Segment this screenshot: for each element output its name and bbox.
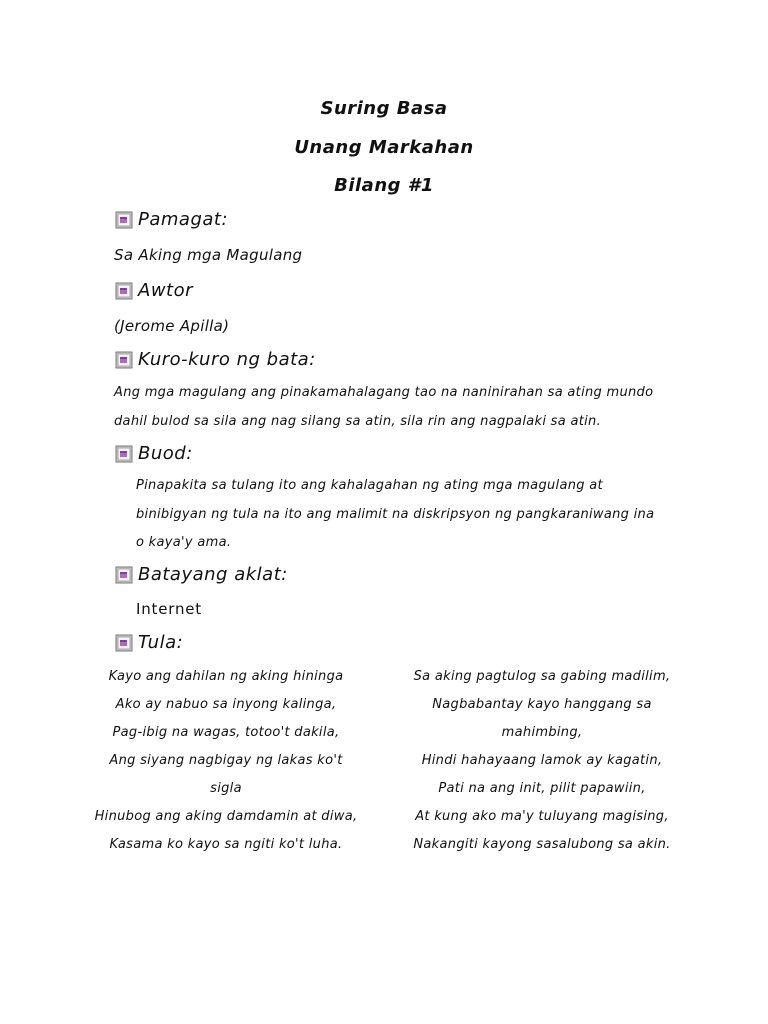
poem-line-right: Pati na ang init, pilit papawiin, — [438, 781, 646, 796]
heading-pamagat — [114, 209, 228, 230]
heading-label: Pamagat: — [138, 209, 229, 230]
heading-label: Batayang aklat: — [138, 564, 288, 585]
kuro-kuro-line: dahil bulod sa sila ang nag silang sa atin, sila rin ang nagpalaki sa atin. — [114, 414, 601, 429]
heading-awtor — [114, 280, 193, 301]
document-bullet-icon — [114, 350, 134, 370]
poem-line-left: Pag-ibig na wagas, totoo't dakila, — [112, 725, 340, 740]
heading-label: Awtor — [138, 280, 194, 301]
heading-buod — [114, 443, 193, 464]
doc-subtitle-quarter: Unang Markahan — [294, 137, 474, 158]
doc-title: Suring Basa — [320, 98, 448, 119]
document-bullet-icon — [114, 281, 134, 301]
poem-line-right: Hindi hahayaang lamok ay kagatin, — [421, 753, 663, 768]
poem-line-left: sigla — [210, 781, 242, 796]
kuro-kuro-line: Ang mga magulang ang pinakamahalagang tao na naninirahan sa ating mundo — [114, 385, 654, 400]
buod-line: binibigyan ng tula na ito ang malimit na diskripsyon ng pangkaraniwang ina — [136, 507, 655, 522]
heading-label: Tula: — [138, 632, 184, 653]
doc-subtitle-number: Bilang #1 — [334, 175, 434, 196]
poem-line-left: Hinubog ang aking damdamin at diwa, — [94, 809, 358, 824]
document-bullet-icon — [114, 565, 134, 585]
batayang-value: Internet — [136, 600, 202, 618]
poem-line-right: Nagbabantay kayo hanggang sa — [432, 697, 652, 712]
heading-kuro-kuro — [114, 349, 316, 370]
heading-label: Kuro-kuro ng bata: — [138, 349, 316, 370]
poem-line-left: Ang siyang nagbigay ng lakas ko't — [109, 753, 343, 768]
pamagat-value: Sa Aking mga Magulang — [114, 246, 303, 264]
document-bullet-icon — [114, 444, 134, 464]
poem-line-right: Sa aking pagtulog sa gabing madilim, — [413, 669, 671, 684]
poem-line-right: Nakangiti kayong sasalubong sa akin. — [413, 837, 671, 852]
awtor-value: (Jerome Apilla) — [114, 317, 230, 335]
document-bullet-icon — [114, 210, 134, 230]
buod-line: o kaya'y ama. — [136, 535, 232, 550]
poem-line-right: mahimbing, — [501, 725, 583, 740]
poem-line-left: Ako ay nabuo sa inyong kalinga, — [115, 697, 337, 712]
poem-line-left: Kayo ang dahilan ng aking hininga — [108, 669, 344, 684]
poem-line-left: Kasama ko kayo sa ngiti ko't luha. — [109, 837, 343, 852]
heading-batayang-aklat — [114, 564, 288, 585]
buod-line: Pinapakita sa tulang ito ang kahalagahan ng ating mga magulang at — [136, 478, 603, 493]
heading-label: Buod: — [138, 443, 193, 464]
poem-line-right: At kung ako ma'y tuluyang magising, — [415, 809, 669, 824]
heading-tula — [114, 632, 183, 653]
document-bullet-icon — [114, 633, 134, 653]
